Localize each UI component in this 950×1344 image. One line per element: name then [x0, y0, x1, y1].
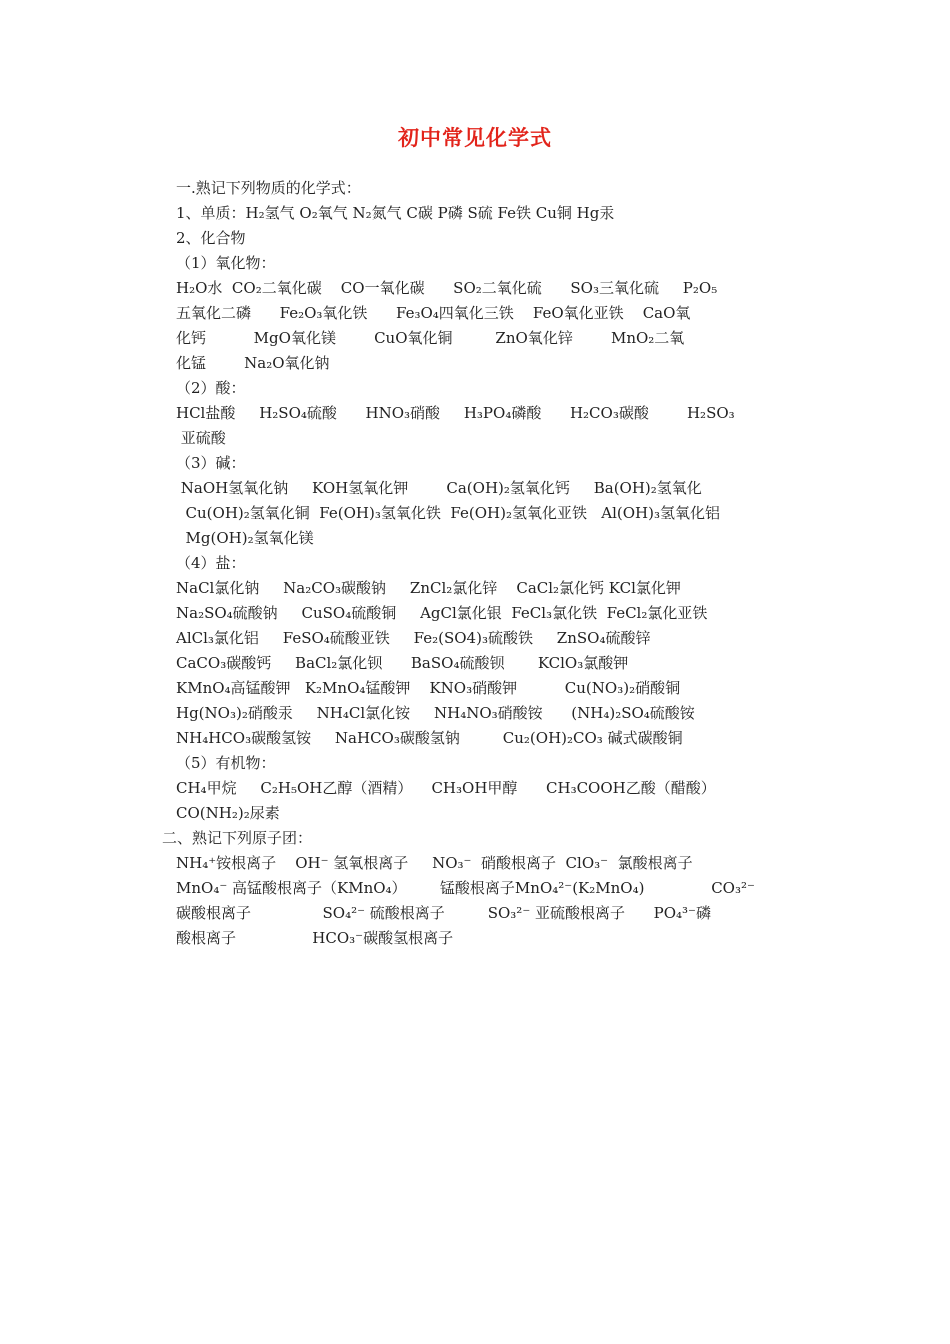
oxides-line: 化锰 Na₂O氧化钠 [176, 354, 330, 372]
bases-line: NaOH氢氧化钠 KOH氢氧化钾 Ca(OH)₂氢氧化钙 Ba(OH)₂氢氧化 [176, 479, 702, 497]
salts-line: Na₂SO₄硫酸钠 CuSO₄硫酸铜 AgCl氯化银 FeCl₃氯化铁 FeCl₂氯化亚铁 [176, 604, 708, 622]
acids-heading: （2）酸： [176, 379, 246, 397]
ions-line: 酸根离子 HCO₃⁻碳酸氢根离子 [176, 929, 454, 947]
oxides-line: 化钙 MgO氧化镁 CuO氧化铜 ZnO氧化锌 MnO₂二氧 [176, 329, 685, 347]
ions-line: 碳酸根离子 SO₄²⁻ 硫酸根离子 SO₃²⁻ 亚硫酸根离子 PO₄³⁻磷 [176, 904, 711, 922]
oxides-heading: （1）氧化物： [176, 254, 276, 272]
acids-line: 亚硫酸 [176, 429, 226, 447]
ions-line: NH₄⁺铵根离子 OH⁻ 氢氧根离子 NO₃⁻ 硝酸根离子 ClO₃⁻ 氯酸根离子 [176, 854, 693, 872]
bases-line: Mg(OH)₂氢氧化镁 [176, 529, 314, 547]
oxides-line: 五氧化二磷 Fe₂O₃氧化铁 Fe₃O₄四氧化三铁 FeO氧化亚铁 CaO氧 [176, 304, 691, 322]
elements-line: 1、单质：H₂氢气 O₂氧气 N₂氮气 C碳 P磷 S硫 Fe铁 Cu铜 Hg汞 [176, 204, 615, 222]
organics-line: CH₄甲烷 C₂H₅OH乙醇（酒精） CH₃OH甲醇 CH₃COOH乙酸（醋酸） [176, 779, 716, 797]
salts-line: NaCl氯化钠 Na₂CO₃碳酸钠 ZnCl₂氯化锌 CaCl₂氯化钙 KCl氯化钾 [176, 579, 681, 597]
section-heading-1: 一.熟记下列物质的化学式： [176, 179, 361, 197]
bases-line: Cu(OH)₂氢氧化铜 Fe(OH)₃氢氧化铁 Fe(OH)₂氢氧化亚铁 Al(OH)₃氢氧化铝 [176, 504, 720, 522]
salts-line: Hg(NO₃)₂硝酸汞 NH₄Cl氯化铵 NH₄NO₃硝酸铵 (NH₄)₂SO₄硫酸铵 [176, 704, 695, 722]
organics-heading: （5）有机物： [176, 754, 276, 772]
salts-line: KMnO₄高锰酸钾 K₂MnO₄锰酸钾 KNO₃硝酸钾 Cu(NO₃)₂硝酸铜 [176, 679, 681, 697]
bases-heading: （3）碱： [176, 454, 246, 472]
document-title: 初中常见化学式 [398, 125, 552, 150]
oxides-line: H₂O水 CO₂二氧化碳 CO一氧化碳 SO₂二氧化硫 SO₃三氧化硫 P₂O₅ [176, 279, 718, 297]
salts-line: NH₄HCO₃碳酸氢铵 NaHCO₃碳酸氢钠 Cu₂(OH)₂CO₃ 碱式碳酸铜 [176, 729, 683, 747]
organics-line: CO(NH₂)₂尿素 [176, 804, 280, 822]
salts-line: AlCl₃氯化铝 FeSO₄硫酸亚铁 Fe₂(SO4)₃硫酸铁 ZnSO₄硫酸锌 [176, 629, 651, 647]
salts-line: CaCO₃碳酸钙 BaCl₂氯化钡 BaSO₄硫酸钡 KClO₃氯酸钾 [176, 654, 629, 672]
section-heading-2: 二、熟记下列原子团： [162, 829, 313, 847]
acids-line: HCl盐酸 H₂SO₄硫酸 HNO₃硝酸 H₃PO₄磷酸 H₂CO₃碳酸 H₂SO₃ [176, 404, 735, 422]
ions-line: MnO₄⁻ 高锰酸根离子（KMnO₄） 锰酸根离子MnO₄²⁻(K₂MnO₄) CO₃²⁻ [176, 879, 755, 897]
compounds-heading: 2、化合物 [176, 229, 246, 247]
salts-heading: （4）盐： [176, 554, 246, 572]
